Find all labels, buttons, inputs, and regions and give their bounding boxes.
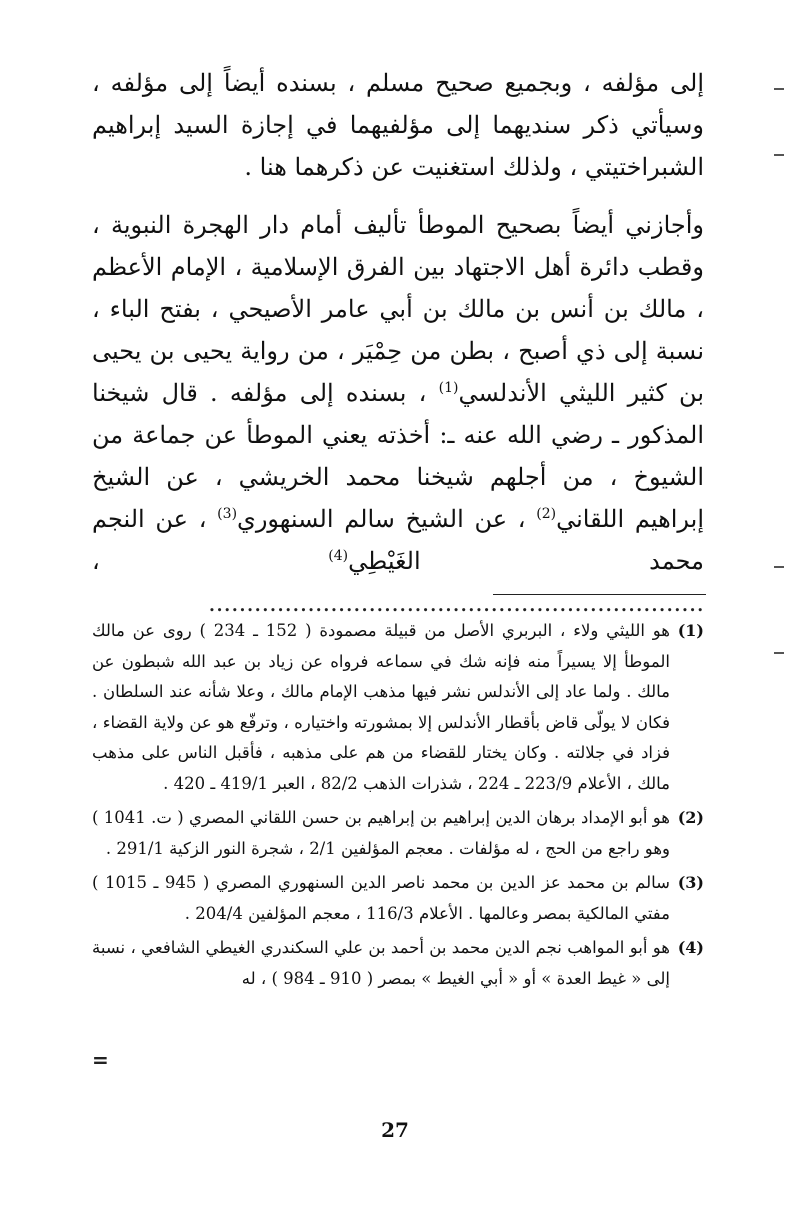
footnote-1 xyxy=(92,616,704,799)
footnotes-section xyxy=(92,616,704,998)
footnote-ref-3[interactable]: (3) xyxy=(217,506,238,522)
dotted-continuation-line: ................................................................. xyxy=(208,589,704,617)
footnote-separator-rule xyxy=(493,594,706,595)
footnote-2 xyxy=(92,803,704,864)
footnote-ref-4[interactable]: (4) xyxy=(328,548,349,564)
footnote-ref-2[interactable]: (2) xyxy=(536,506,557,522)
footnote-text: هو أبو المواهب نجم الدين محمد بن أحمد بن علي السكندري الغيطي الشافعي ، نسبة إلى « غيط العدة » أو « أبي الغيط » بمصر ( 910 ـ 984 ) ، له xyxy=(92,938,670,988)
paragraph-2-segment: ، xyxy=(92,547,329,575)
footnote-4 xyxy=(92,933,704,994)
page-number: 27 xyxy=(381,1118,409,1142)
paragraph-2-segment: وأجازني أيضاً بصحيح الموطأ تأليف أمام دار الهجرة النبوية ، وقطب دائرة أهل الاجتهاد بين الفرق الإسلامية ، الإمام الأعظم ، مالك بن أنس بن مالك بن أبي عامر الأصيحي ، بفتح الباء ، نسبة إلى ذي أصبح ، بطن من حِمْيَر ، من رواية يحيى بن يحيى بن كثير الليثي الأندلسي xyxy=(92,211,705,407)
margin-tick-mark xyxy=(774,154,784,156)
margin-tick-mark xyxy=(774,566,784,568)
footnote-number: (2) xyxy=(677,808,704,827)
margin-tick-mark xyxy=(774,88,784,90)
footnote-text: هو الليثي ولاء ، البربري الأصل من قبيلة مصمودة ( 152 ـ 234 ) روى عن مالك الموطأ إلا يسيراً منه فإنه شك في سماعه فرواه عن زياد بن عبد الله شبطون عن مالك . ولما عاد إلى الأندلس نشر فيها مذهب الإمام مالك ، وعلا شأنه عند السلطان . فكان لا يولّى قاض بأقطار الأندلس إلا بمشورته واختياره ، وترفّع هو عن ولاية القضاء ، فزاد في جلالته . وكان يختار للقضاء من هم على مذهبه ، فأقبل الناس على مذهب مالك ، الأعلام 223/9 ـ 224 ، شذرات الذهب 82/2 ، العبر 419/1 ـ 420 . xyxy=(92,621,670,793)
footnote-ref-1[interactable]: (1) xyxy=(438,380,459,396)
paragraph-2-segment: ، عن النجم محمد الغَيْطِي xyxy=(92,505,704,575)
footnote-continuation-mark: = xyxy=(92,1048,109,1072)
footnote-number: (4) xyxy=(677,938,704,957)
paragraph-1: إلى مؤلفه ، وبجميع صحيح مسلم ، بسنده أيضاً إلى مؤلفه ، وسيأتي ذكر سنديهما إلى مؤلفيهما في إجازة السيد إبراهيم الشبراختيتي ، ولذلك استغنيت عن ذكرهما هنا . xyxy=(92,69,704,181)
paragraph-2-segment: ، عن الشيخ سالم السنهوري xyxy=(237,505,537,533)
footnote-number: (3) xyxy=(677,873,704,892)
paragraph-2 xyxy=(92,204,704,624)
main-body-text xyxy=(92,62,704,624)
footnote-text: سالم بن محمد عز الدين بن محمد ناصر الدين السنهوري المصري ( 945 ـ 1015 ) مفتي المالكية بمصر وعالمها . الأعلام 116/3 ، معجم المؤلفين 204/4 . xyxy=(92,873,670,923)
margin-tick-mark xyxy=(774,652,784,654)
paragraph-2-segment: ، بسنده إلى مؤلفه . قال شيخنا المذكور ـ رضي الله عنه ـ: أخذته يعني الموطأ عن جماعة من الشيوخ ، من أجلهم شيخنا محمد الخريشي ، عن الشيخ إبراهيم اللقاني xyxy=(92,379,704,533)
footnote-text: هو أبو الإمداد برهان الدين إبراهيم بن إبراهيم بن حسن اللقاني المصري ( ت. 1041 ) وهو راجع من الحج ، له مؤلفات . معجم المؤلفين 2/1 ، شجرة النور الزكية 291/1 . xyxy=(92,808,670,858)
footnote-3 xyxy=(92,868,704,929)
footnote-number: (1) xyxy=(677,621,704,640)
